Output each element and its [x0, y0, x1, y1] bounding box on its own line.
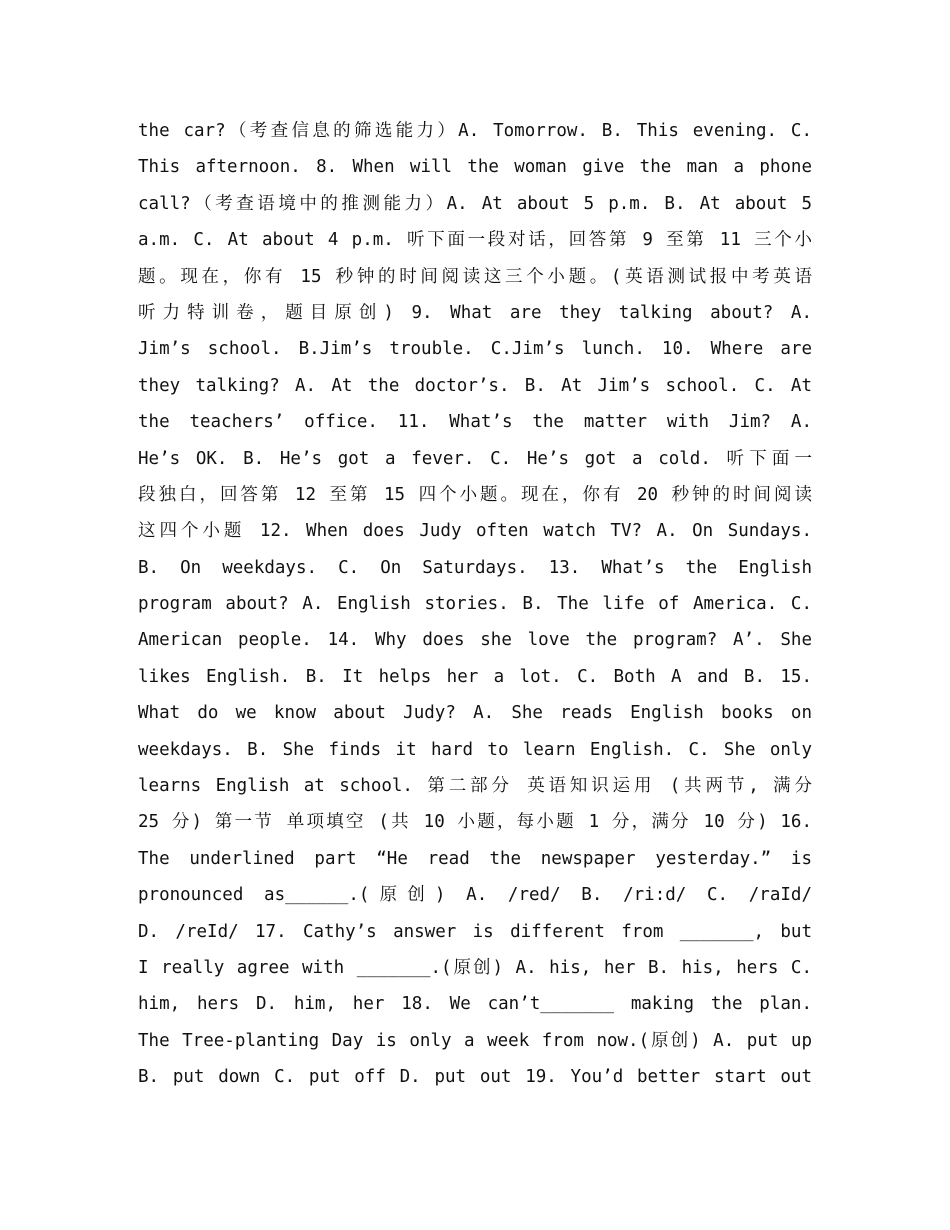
- text-line: 题。现在，你有 15 秒钟的时间阅读这三个小题。(英语测试报中考英语: [138, 266, 812, 287]
- text-line: American people. 14. Why does she love the program? A’. She: [138, 630, 812, 651]
- text-line: This afternoon. 8. When will the woman give the man a phone: [138, 157, 812, 178]
- text-line: a.m. C. At about 4 p.m. 听下面一段对话，回答第 9 至第 11 三个小: [138, 230, 812, 251]
- text-line: Jim’s school. B.Jim’s trouble. C.Jim’s lunch. 10. Where are: [138, 339, 812, 360]
- text-line: learns English at school. 第二部分 英语知识运用 (共两节, 满分: [138, 776, 812, 797]
- text-line: the car?（考查信息的筛选能力）A. Tomorrow. B. This evening. C.: [138, 121, 812, 141]
- text-line: program about? A. English stories. B. The life of America. C.: [138, 594, 812, 615]
- text-line: him, hers D. him, her 18. We can’t_______ making the plan.: [138, 994, 812, 1015]
- text-line: call?（考查语境中的推测能力）A. At about 5 p.m. B. At about 5: [138, 193, 812, 214]
- text-line: The underlined part “He read the newspaper yesterday.” is: [138, 848, 812, 869]
- text-line: B. On weekdays. C. On Saturdays. 13. What’s the English: [138, 557, 812, 578]
- text-line: 段独白，回答第 12 至第 15 四个小题。现在，你有 20 秒钟的时间阅读: [138, 484, 812, 505]
- text-line: pronounced as______.(原创) A. /red/ B. /ri:d/ C. /raId/: [138, 885, 812, 906]
- text-line: they talking? A. At the doctor’s. B. At Jim’s school. C. At: [138, 375, 812, 396]
- text-line: the teachers’ office. 11. What’s the matter with Jim? A.: [138, 412, 812, 433]
- text-line: weekdays. B. She finds it hard to learn English. C. She only: [138, 739, 812, 760]
- text-line: He’s OK. B. He’s got a fever. C. He’s got a cold. 听下面一: [138, 448, 812, 469]
- text-line: 这四个小题 12. When does Judy often watch TV? A. On Sundays.: [138, 521, 812, 542]
- text-line: D. /reId/ 17. Cathy’s answer is different from _______, but: [138, 921, 812, 942]
- text-line: 25 分) 第一节 单项填空 (共 10 小题，每小题 1 分，满分 10 分) 16.: [138, 812, 812, 833]
- text-line: 听力特训卷，题目原创) 9. What are they talking about? A.: [138, 302, 812, 323]
- text-line: I really agree with _______.(原创) A. his, her B. his, hers C.: [138, 957, 812, 978]
- text-line: What do we know about Judy? A. She reads English books on: [138, 703, 812, 724]
- text-line: likes English. B. It helps her a lot. C. Both A and B. 15.: [138, 666, 812, 687]
- text-line: B. put down C. put off D. put out 19. You’d better start out: [138, 1067, 812, 1088]
- text-line: The Tree-planting Day is only a week from now.(原创) A. put up: [138, 1030, 812, 1051]
- body-text: [138, 113, 812, 1096]
